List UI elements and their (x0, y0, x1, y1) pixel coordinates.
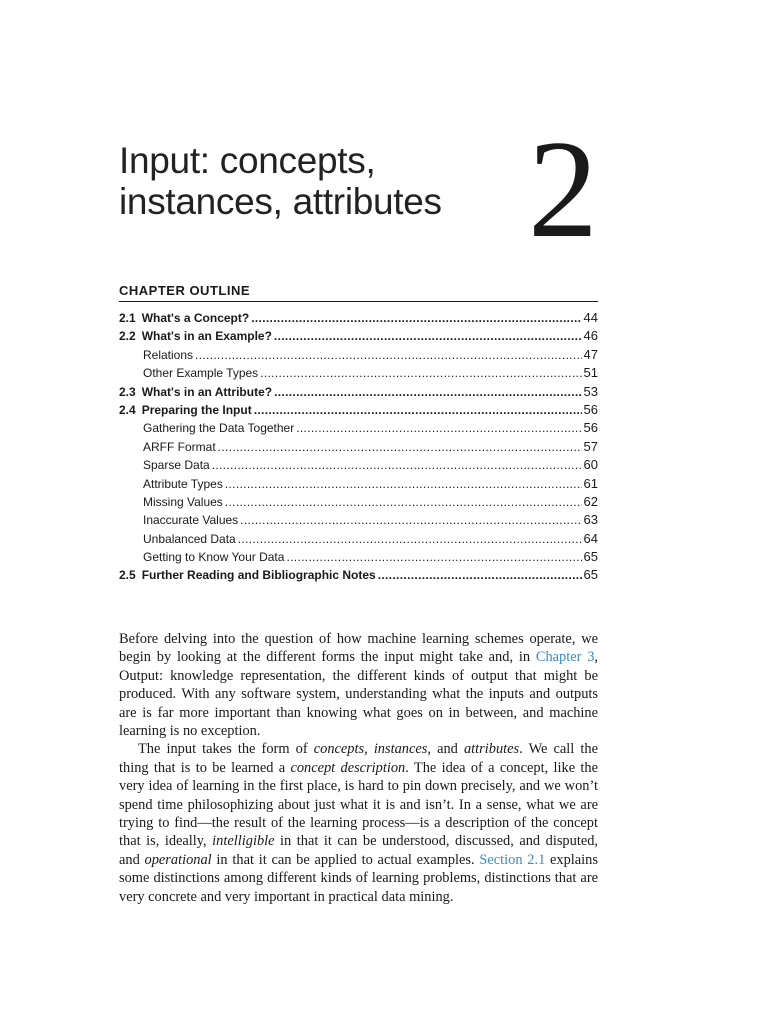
toc-entry[interactable] (119, 493, 598, 511)
toc-leader-dots (212, 456, 582, 474)
toc-entry-label: Preparing the Input (141, 402, 252, 417)
toc-entry-number: 2.5 (119, 568, 136, 583)
toc-entry-label: Getting to Know Your Data (143, 550, 285, 565)
toc-entry-label: Relations (143, 347, 194, 362)
toc-entry-page: 57 (583, 438, 598, 454)
text-run: . The idea of a concept, like the very idea of learning in the first place, is hard to pin down precisely, and we won’t spend time philosophizing about just what it is and isn’t. In a sense, what we are trying to find—the result of the learning process—is a description of the concept that is, ideally, (119, 759, 598, 850)
text-run: . We call the thing that is to be learned a (119, 741, 598, 776)
toc-entry-label: ARFF Format (143, 439, 216, 454)
toc-entry-page: 46 (583, 328, 598, 344)
toc-entry[interactable] (119, 346, 598, 364)
emphasis: operational (144, 851, 212, 868)
toc-leader-dots (238, 530, 582, 548)
toc-entry-number: 2.1 (119, 311, 136, 325)
emphasis: concepts (313, 741, 365, 758)
toc-leader-dots (240, 511, 581, 529)
toc-entry-label: What's a Concept? (141, 311, 250, 325)
toc-entry[interactable] (119, 383, 598, 401)
toc-entry-label: Inaccurate Values (143, 513, 239, 528)
text-run: Before delving into the question of how machine learning schemes operate, we begin by looking at the different forms the input might take and, in (119, 631, 598, 666)
toc-leader-dots (251, 309, 581, 327)
toc-leader-dots (225, 475, 582, 493)
toc-entry[interactable] (119, 401, 598, 419)
toc-entry-page: 64 (583, 530, 598, 546)
toc-entry-number: 2.3 (119, 384, 136, 399)
emphasis: intelligible (212, 833, 275, 850)
toc-leader-dots (274, 383, 581, 401)
toc-entry[interactable] (119, 419, 598, 437)
toc-entry-number: 2.4 (119, 402, 136, 417)
paragraph (119, 740, 598, 906)
chapter-title: Input: concepts, instances, attributes (119, 140, 442, 222)
chapter-number: 2 (528, 112, 598, 267)
toc-entry-label: What's in an Example? (141, 329, 272, 344)
toc-leader-dots (286, 548, 581, 566)
toc-entry-page: 65 (583, 567, 598, 583)
toc-entry-page: 63 (583, 512, 598, 528)
toc-entry-label: Missing Values (143, 494, 223, 509)
text-run: , Output: knowledge representation, the different kinds of output that might be produced. With any software system, understanding what the inputs and outputs are is far more important than knowing what goes on in between, and machine learning is no exception. (119, 649, 599, 740)
text-run: in that it can be applied to actual examples. (211, 851, 480, 868)
text-run: , (364, 741, 374, 758)
toc-entry-label: Other Example Types (143, 366, 259, 381)
emphasis: concept description (290, 759, 406, 776)
toc-entry-page: 61 (583, 475, 598, 491)
toc-entry[interactable] (119, 364, 598, 382)
toc-entry[interactable] (119, 309, 598, 327)
toc-entry-label: Further Reading and Bibliographic Notes (141, 568, 376, 583)
toc-entry-page: 60 (583, 457, 598, 473)
toc-entry[interactable] (119, 511, 598, 529)
toc-leader-dots (378, 566, 582, 584)
toc-entry-page: 51 (583, 365, 598, 381)
chapter-outline-heading: CHAPTER OUTLINE (119, 283, 598, 302)
toc-leader-dots (225, 493, 582, 511)
toc-leader-dots (254, 401, 582, 419)
toc-leader-dots (260, 364, 581, 382)
chapter-3-link[interactable]: Chapter 3 (535, 649, 595, 666)
toc-entry-page: 56 (583, 401, 598, 417)
emphasis: instances (373, 741, 428, 758)
toc-leader-dots (195, 346, 582, 364)
toc-entry-label: What's in an Attribute? (141, 384, 273, 399)
toc-entry-page: 62 (583, 493, 598, 509)
toc-entry-label: Unbalanced Data (143, 531, 236, 546)
toc-entry[interactable] (119, 566, 598, 584)
toc-entry-label: Attribute Types (143, 476, 223, 491)
toc-entry[interactable] (119, 530, 598, 548)
text-run: explains some distinctions among different kinds of learning problems, distinctions that are very concrete and very important in practical data mining. (119, 851, 598, 905)
toc-entry[interactable] (119, 548, 598, 566)
paragraph (119, 630, 598, 740)
toc-entry-page: 56 (583, 420, 598, 436)
toc-entry-page: 53 (583, 383, 598, 399)
toc-leader-dots (274, 327, 582, 345)
text-run: The input takes the form of (138, 741, 314, 758)
toc-entry-page: 47 (583, 346, 598, 362)
toc-entry-label: Sparse Data (143, 458, 210, 473)
text-run: , and (427, 741, 464, 758)
body-text (119, 630, 598, 906)
toc-leader-dots (296, 419, 581, 437)
section-2-1-link[interactable]: Section 2.1 (479, 851, 546, 868)
toc-entry[interactable] (119, 475, 598, 493)
text-run: in that it can be understood, discussed, and disputed, and (119, 833, 598, 868)
toc-entry[interactable] (119, 456, 598, 474)
toc-entry-page: 65 (583, 549, 598, 565)
toc-leader-dots (218, 438, 582, 456)
toc-entry-label: Gathering the Data Together (143, 421, 295, 436)
toc-entry[interactable] (119, 327, 598, 345)
toc-entry-page: 44 (583, 310, 598, 325)
chapter-outline (119, 309, 598, 585)
emphasis: attributes (463, 741, 520, 758)
toc-entry[interactable] (119, 438, 598, 456)
toc-entry-number: 2.2 (119, 329, 136, 344)
